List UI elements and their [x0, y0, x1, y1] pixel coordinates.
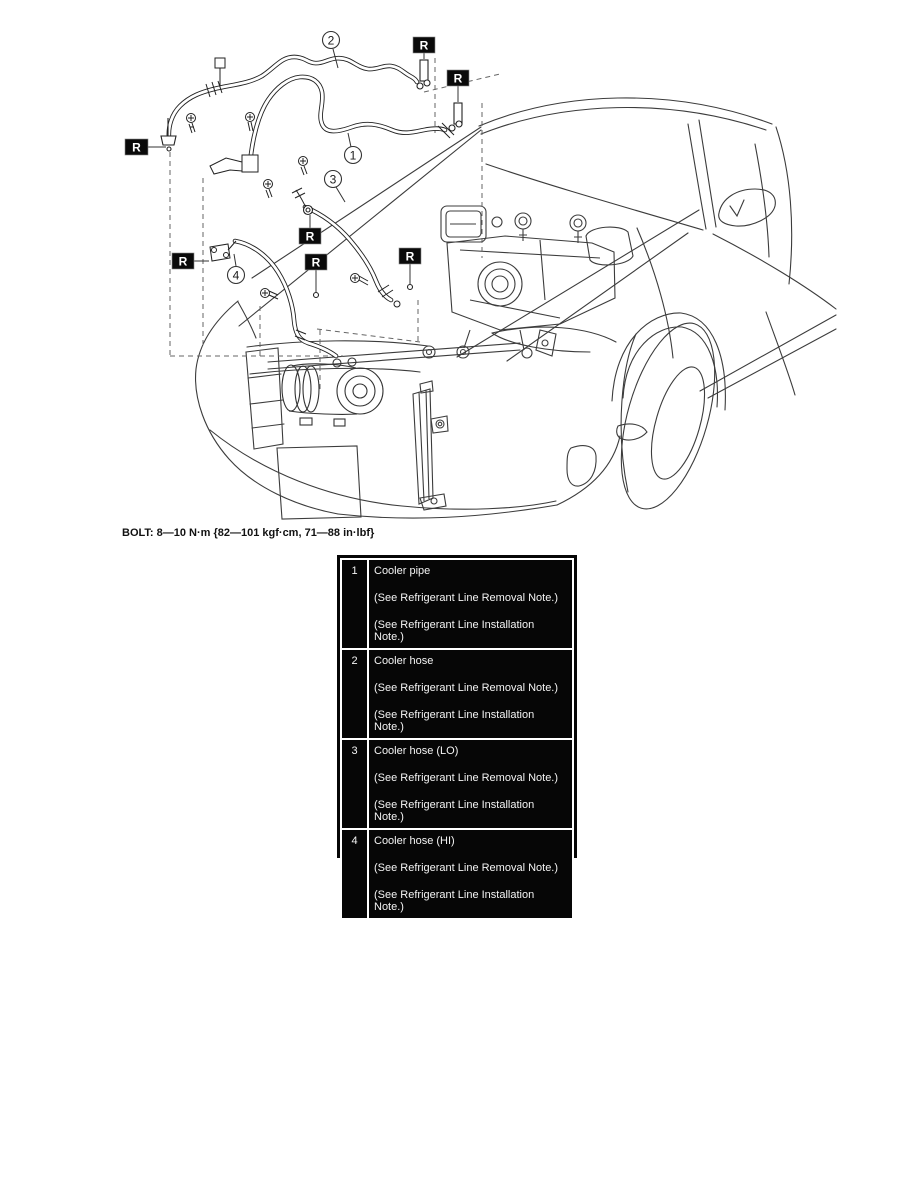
callout-1	[345, 147, 362, 164]
table-row	[341, 649, 573, 739]
fog-lamp	[567, 446, 596, 486]
svg-text:R: R	[305, 229, 315, 244]
r-marker-label: R	[419, 38, 429, 53]
front-wheel	[603, 313, 733, 520]
svg-text:4: 4	[232, 268, 240, 283]
part-number: 3	[341, 739, 368, 829]
part-note: (See Refrigerant Line Installation Note.)	[374, 799, 535, 823]
svg-text:R: R	[453, 71, 463, 86]
svg-text:3: 3	[329, 172, 337, 187]
r-marker	[125, 139, 148, 155]
part-number: 1	[341, 559, 368, 649]
bolt-torque-spec: BOLT: 8—10 N·m {82—101 kgf·cm, 71—88 in·lbf}	[122, 527, 375, 539]
part-note: (See Refrigerant Line Removal Note.)	[374, 592, 559, 604]
r-marker	[172, 253, 194, 269]
r-marker	[305, 254, 327, 270]
condenser	[413, 381, 448, 510]
callout-4	[228, 267, 245, 284]
r-marker	[399, 248, 421, 264]
table-row	[341, 739, 573, 829]
part-note: (See Refrigerant Line Removal Note.)	[374, 862, 559, 874]
part-number: 2	[341, 649, 368, 739]
license-plate	[277, 446, 361, 519]
svg-text:R: R	[405, 249, 415, 264]
part-note: (See Refrigerant Line Installation Note.)	[374, 619, 535, 643]
refrigerant-oil-markers	[125, 37, 469, 270]
part-note: (See Refrigerant Line Installation Note.)	[374, 709, 535, 733]
part-number: 4	[341, 829, 368, 919]
part-note: (See Refrigerant Line Removal Note.)	[374, 772, 559, 784]
svg-text:2: 2	[327, 33, 335, 48]
r-marker	[447, 70, 469, 86]
svg-text:R: R	[132, 140, 141, 155]
refrigerant-line-diagram	[0, 0, 918, 545]
part-name: Cooler hose	[374, 655, 434, 667]
r-marker	[413, 37, 435, 53]
r-marker	[299, 228, 321, 244]
part-note: (See Refrigerant Line Removal Note.)	[374, 682, 559, 694]
table-row	[341, 829, 573, 919]
callout-2	[323, 32, 340, 49]
part-name: Cooler hose (LO)	[374, 745, 459, 757]
table-row	[341, 559, 573, 649]
part-note: (See Refrigerant Line Installation Note.)	[374, 889, 535, 913]
svg-text:R: R	[178, 254, 188, 269]
part-name: Cooler pipe	[374, 565, 431, 577]
svg-text:1: 1	[349, 148, 357, 163]
parts-table	[337, 555, 577, 913]
part-name: Cooler hose (HI)	[374, 835, 455, 847]
callout-3	[325, 171, 342, 188]
cooler-pipe-1	[210, 77, 454, 174]
svg-text:R: R	[311, 255, 321, 270]
